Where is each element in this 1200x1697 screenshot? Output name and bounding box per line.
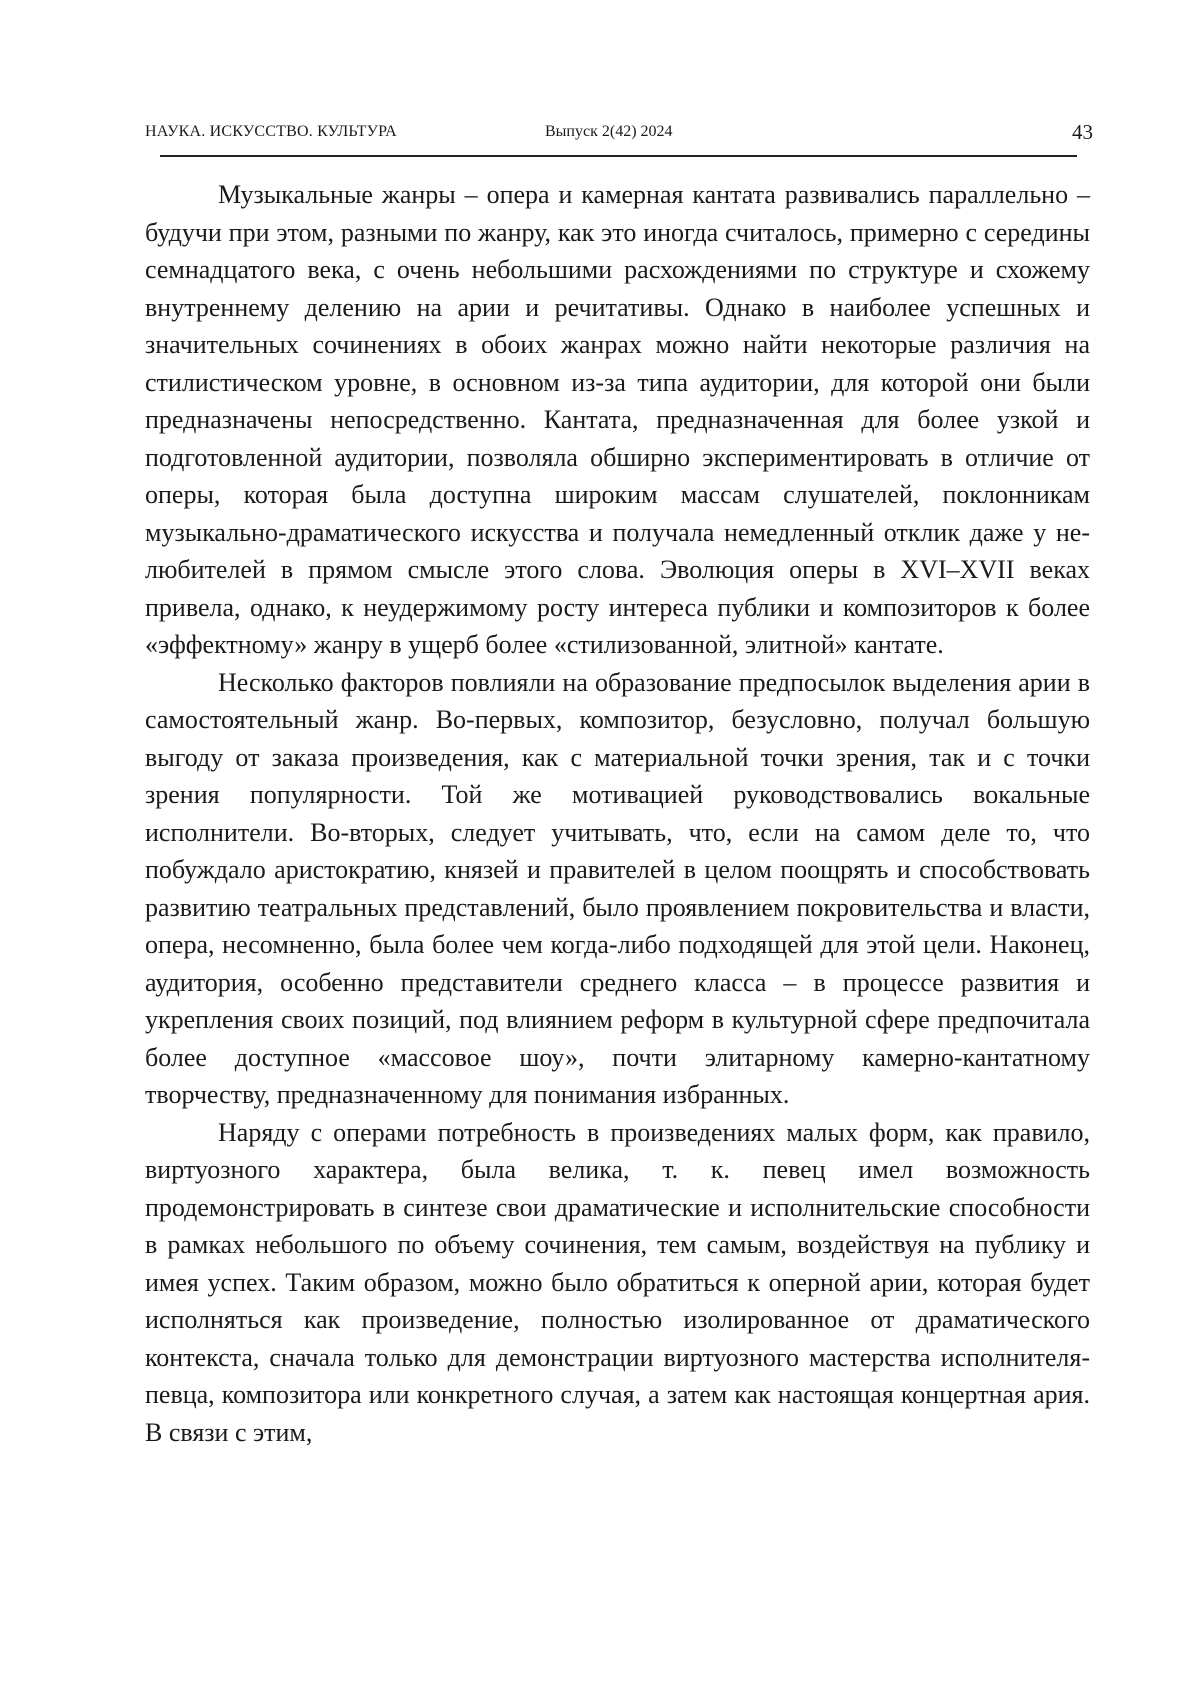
paragraph: Музыкальные жанры – опера и камерная кантата развивались параллельно – будучи при этом, разными по жанру, как это иногда считалось, примерно с середины семнадцатого века, с очень небольшими расхождениями по структуре и схожему внутреннему делению на арии и речитативы. Однако в наиболее успешных и значительных сочинениях в обоих жанрах можно найти некоторые различия на стилистическом уровне, в основном из-за типа аудитории, для которой они были предназначены непосредственно. Кантата, предназначенная для более узкой и подготовленной аудитории, позволяла обширно экспериментировать в отличие от оперы, которая была доступна широким массам слушателей, поклонникам музыкально-драматического искусства и получала немедленный отклик даже у не-любителей в прямом смысле этого слова. Эволюция оперы в XVI–XVII веках привела, однако, к неудержимому росту интереса публики и композиторов к более «эффектному» жанру в ущерб более «стилизованной, элитной» кантате. xyxy=(145,176,1090,664)
paragraph: Несколько факторов повлияли на образование предпосылок выделения арии в самостоятельный жанр. Во-первых, композитор, безусловно, получал большую выгоду от заказа произведения, как с материальной точки зрения, так и с точки зрения популярности. Той же мотивацией руководствовались вокальные исполнители. Во-вторых, следует учитывать, что, если на самом деле то, что побуждало аристократию, князей и правителей в целом поощрять и способствовать развитию театральных представлений, было проявлением покровительства и власти, опера, несомненно, была более чем когда-либо подходящей для этой цели. Наконец, аудитория, особенно представители среднего класса – в процессе развития и укрепления своих позиций, под влиянием реформ в культурной сфере предпочитала более доступное «массовое шоу», почти элитарному камерно-кантатному творчеству, предназначенному для понимания избранных. xyxy=(145,664,1090,1114)
issue-info: Выпуск 2(42) 2024 xyxy=(545,123,673,141)
journal-title: НАУКА. ИСКУССТВО. КУЛЬТУРА xyxy=(145,123,397,141)
header-divider xyxy=(160,155,1077,157)
article-body xyxy=(145,176,1090,1451)
journal-page xyxy=(0,0,1200,1697)
running-header xyxy=(145,120,1090,156)
paragraph: Наряду с операми потребность в произведениях малых форм, как правило, виртуозного характера, была велика, т. к. певец имел возможность продемонстрировать в синтезе свои драматические и исполнительские способности в рамках небольшого по объему сочинения, тем самым, воздействуя на публику и имея успех. Таким образом, можно было обратиться к оперной арии, которая будет исполняться как произведение, полностью изолированное от драматического контекста, сначала только для демонстрации виртуозного мастерства исполнителя-певца, композитора или конкретного случая, а затем как настоящая концертная ария. В связи с этим, xyxy=(145,1114,1090,1452)
page-number: 43 xyxy=(1072,120,1093,145)
